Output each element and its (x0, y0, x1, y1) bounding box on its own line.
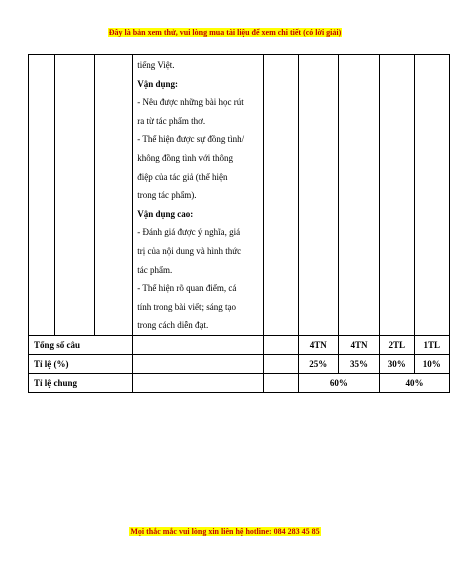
content-line: không đồng tình với thông (137, 152, 234, 163)
empty-cell (263, 354, 298, 373)
hotline-banner (0, 527, 450, 537)
empty-cell (263, 373, 298, 392)
overall-ratio-row (29, 373, 450, 392)
content-line: tính trong bài viết; sáng tạo (137, 301, 236, 312)
content-row (29, 55, 450, 336)
value-cell: 10% (414, 354, 449, 373)
empty-cell (380, 55, 414, 336)
value-cell: 60% (298, 373, 379, 392)
level-heading: Vận dụng: (137, 78, 179, 89)
content-line: trong tác phẩm). (137, 190, 197, 201)
content-line: trị của nội dung và hình thức (137, 245, 242, 256)
level-heading: Vận dụng cao: (137, 208, 194, 219)
total-questions-label: Tổng số câu (29, 335, 133, 354)
content-line: tác phẩm. (137, 264, 173, 275)
assessment-matrix-table (28, 54, 450, 393)
content-line: - Thể hiện rõ quan điểm, cá (137, 283, 237, 294)
learning-outcomes-cell (133, 55, 264, 336)
total-questions-row (29, 335, 450, 354)
empty-cell (338, 55, 379, 336)
value-cell: 25% (298, 354, 338, 373)
content-line: ra từ tác phẩm thơ. (137, 115, 206, 126)
empty-cell (133, 373, 264, 392)
value-cell: 40% (380, 373, 450, 392)
hotline-text: Mọi thắc mắc vui lòng xin liên hệ hotline: 084 283 45 85 (130, 527, 320, 536)
value-cell: 4TN (298, 335, 338, 354)
content-line: điệp của tác giả (thể hiện (137, 171, 228, 182)
empty-cell (414, 55, 449, 336)
empty-cell (133, 335, 264, 354)
empty-cell (55, 55, 95, 336)
empty-cell (29, 55, 55, 336)
content-line: - Thể hiện được sự đồng tình/ (137, 134, 245, 145)
ratio-label: Tỉ lệ (%) (29, 354, 133, 373)
value-cell: 2TL (380, 335, 414, 354)
content-line: trong cách diễn đạt. (137, 320, 209, 331)
empty-cell (95, 55, 133, 336)
preview-notice-banner (0, 28, 450, 38)
preview-notice-text: Đây là bản xem thử, vui lòng mua tài liệu để xem chi tiết (có lời giải) (108, 28, 342, 37)
content-line: - Đánh giá được ý nghĩa, giá (137, 227, 241, 238)
ratio-row (29, 354, 450, 373)
value-cell: 30% (380, 354, 414, 373)
empty-cell (298, 55, 338, 336)
content-line: tiếng Việt. (137, 60, 175, 70)
value-cell: 4TN (338, 335, 379, 354)
value-cell: 35% (338, 354, 379, 373)
empty-cell (133, 354, 264, 373)
value-cell: 1TL (414, 335, 449, 354)
content-line: - Nêu được những bài học rút (137, 97, 244, 108)
empty-cell (263, 335, 298, 354)
overall-ratio-label: Tỉ lệ chung (29, 373, 133, 392)
empty-cell (263, 55, 298, 336)
